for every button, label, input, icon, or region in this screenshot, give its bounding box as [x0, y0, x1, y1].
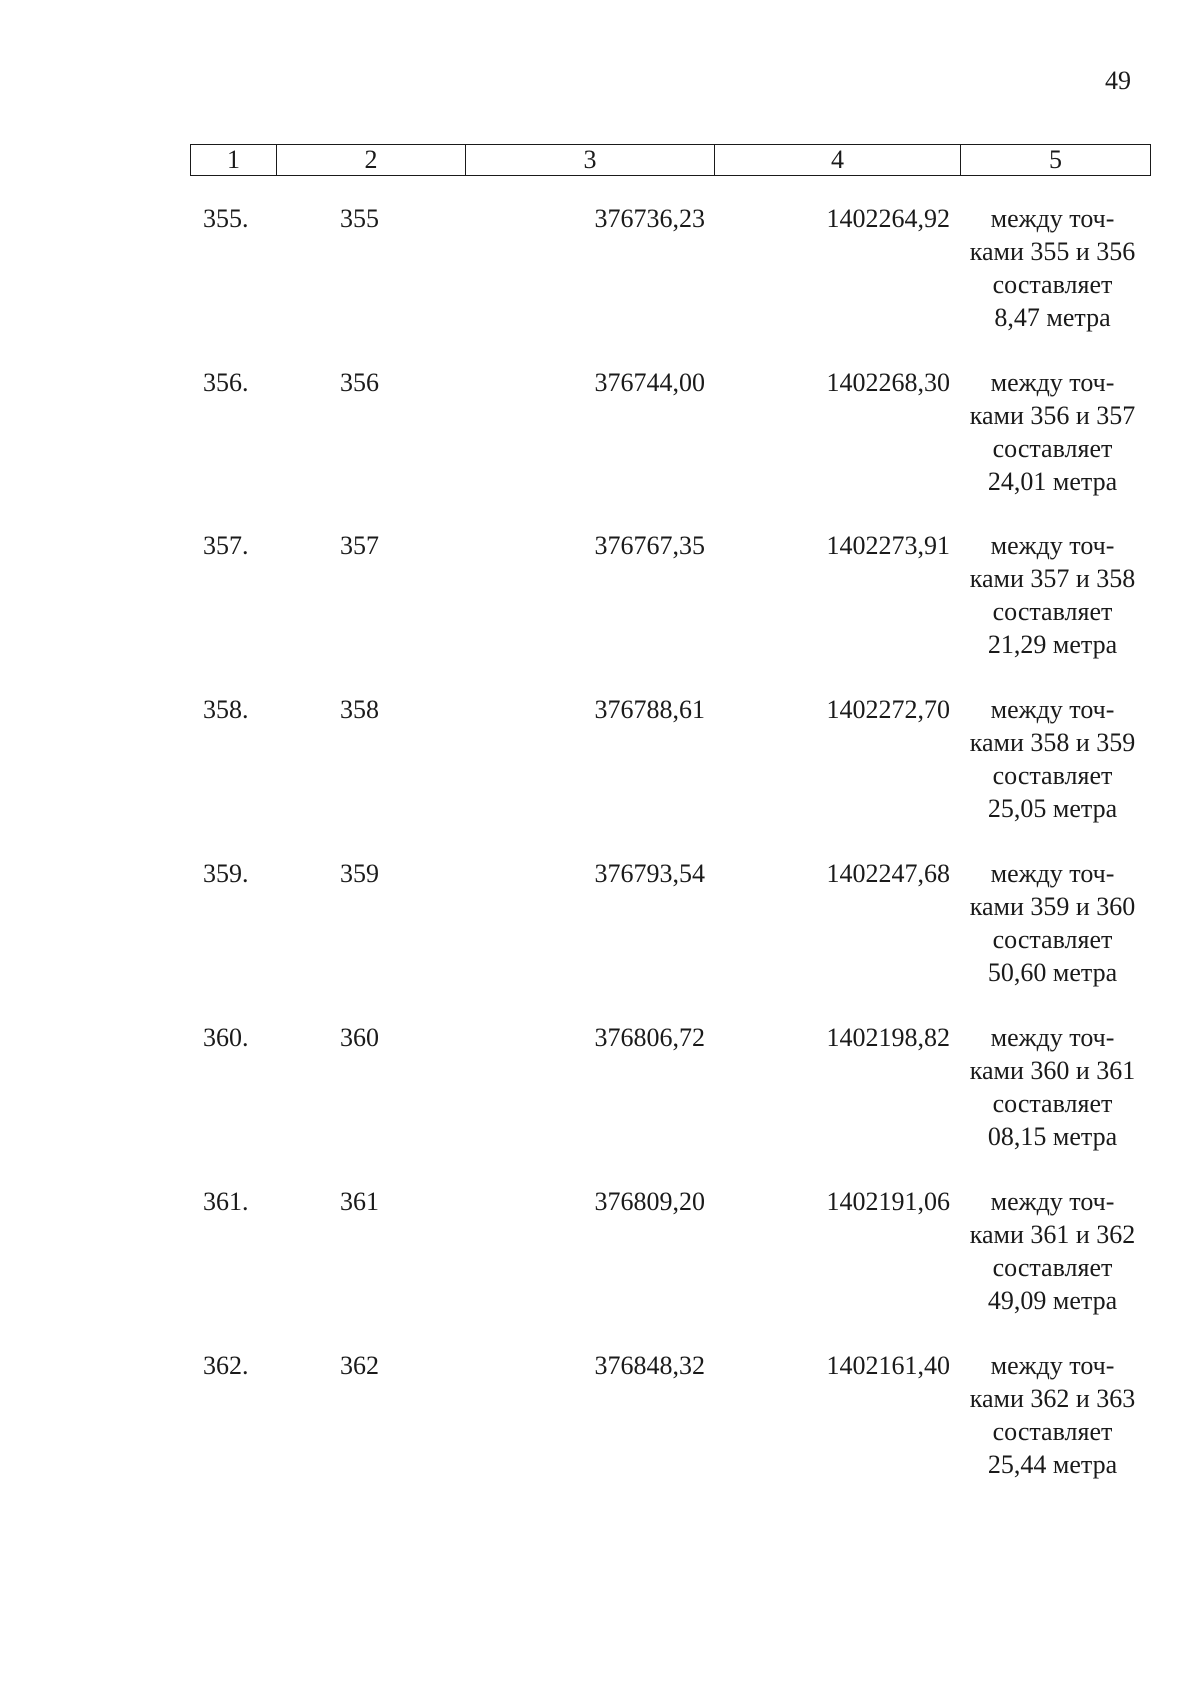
distance-description: между точ- ками 357 и 358 составляет 21,29 метра [969, 531, 1136, 659]
point-number: 356 [340, 368, 379, 397]
distance-description: между точ- ками 361 и 362 составляет 49,09 метра [969, 1187, 1136, 1315]
coordinate-x: 376809,20 [594, 1187, 705, 1216]
page-number: 49 [1105, 66, 1131, 95]
row-number: 357. [203, 531, 249, 560]
column-header-table [190, 144, 1151, 176]
coordinate-y: 1402268,30 [826, 368, 950, 397]
coordinate-x: 376788,61 [594, 695, 705, 724]
row-number: 356. [203, 368, 249, 397]
distance-description: между точ- ками 356 и 357 составляет 24,01 метра [969, 368, 1136, 496]
point-number: 360 [340, 1023, 379, 1052]
row-number: 355. [203, 204, 249, 233]
row-number: 360. [203, 1023, 249, 1052]
row-number: 358. [203, 695, 249, 724]
distance-description: между точ- ками 359 и 360 составляет 50,60 метра [969, 859, 1136, 987]
row-number: 361. [203, 1187, 249, 1216]
point-number: 361 [340, 1187, 379, 1216]
coordinate-y: 1402191,06 [826, 1187, 950, 1216]
column-header-row [191, 145, 1151, 176]
row-number: 362. [203, 1351, 249, 1380]
distance-description: между точ- ками 355 и 356 составляет 8,47 метра [969, 204, 1136, 332]
point-number: 359 [340, 859, 379, 888]
point-number: 358 [340, 695, 379, 724]
coordinate-x: 376767,35 [594, 531, 705, 560]
point-number: 355 [340, 204, 379, 233]
distance-description: между точ- ками 362 и 363 составляет 25,44 метра [969, 1351, 1136, 1479]
point-number: 362 [340, 1351, 379, 1380]
distance-description: между точ- ками 358 и 359 составляет 25,05 метра [969, 695, 1136, 823]
coordinate-x: 376793,54 [594, 859, 705, 888]
coordinate-x: 376736,23 [594, 204, 705, 233]
coordinate-y: 1402198,82 [826, 1023, 950, 1052]
coordinate-y: 1402264,92 [826, 204, 950, 233]
column-header-1: 1 [191, 145, 277, 176]
column-header-3: 3 [466, 145, 715, 176]
coordinate-x: 376806,72 [594, 1023, 705, 1052]
coordinate-x: 376744,00 [594, 368, 705, 397]
distance-description: между точ- ками 360 и 361 составляет 08,15 метра [969, 1023, 1136, 1151]
row-number: 359. [203, 859, 249, 888]
coordinate-x: 376848,32 [594, 1351, 705, 1380]
coordinate-y: 1402161,40 [826, 1351, 950, 1380]
column-header-4: 4 [715, 145, 961, 176]
point-number: 357 [340, 531, 379, 560]
column-header-5: 5 [961, 145, 1151, 176]
coordinate-y: 1402273,91 [826, 531, 950, 560]
coordinate-y: 1402247,68 [826, 859, 950, 888]
column-header-2: 2 [277, 145, 466, 176]
coordinate-y: 1402272,70 [826, 695, 950, 724]
